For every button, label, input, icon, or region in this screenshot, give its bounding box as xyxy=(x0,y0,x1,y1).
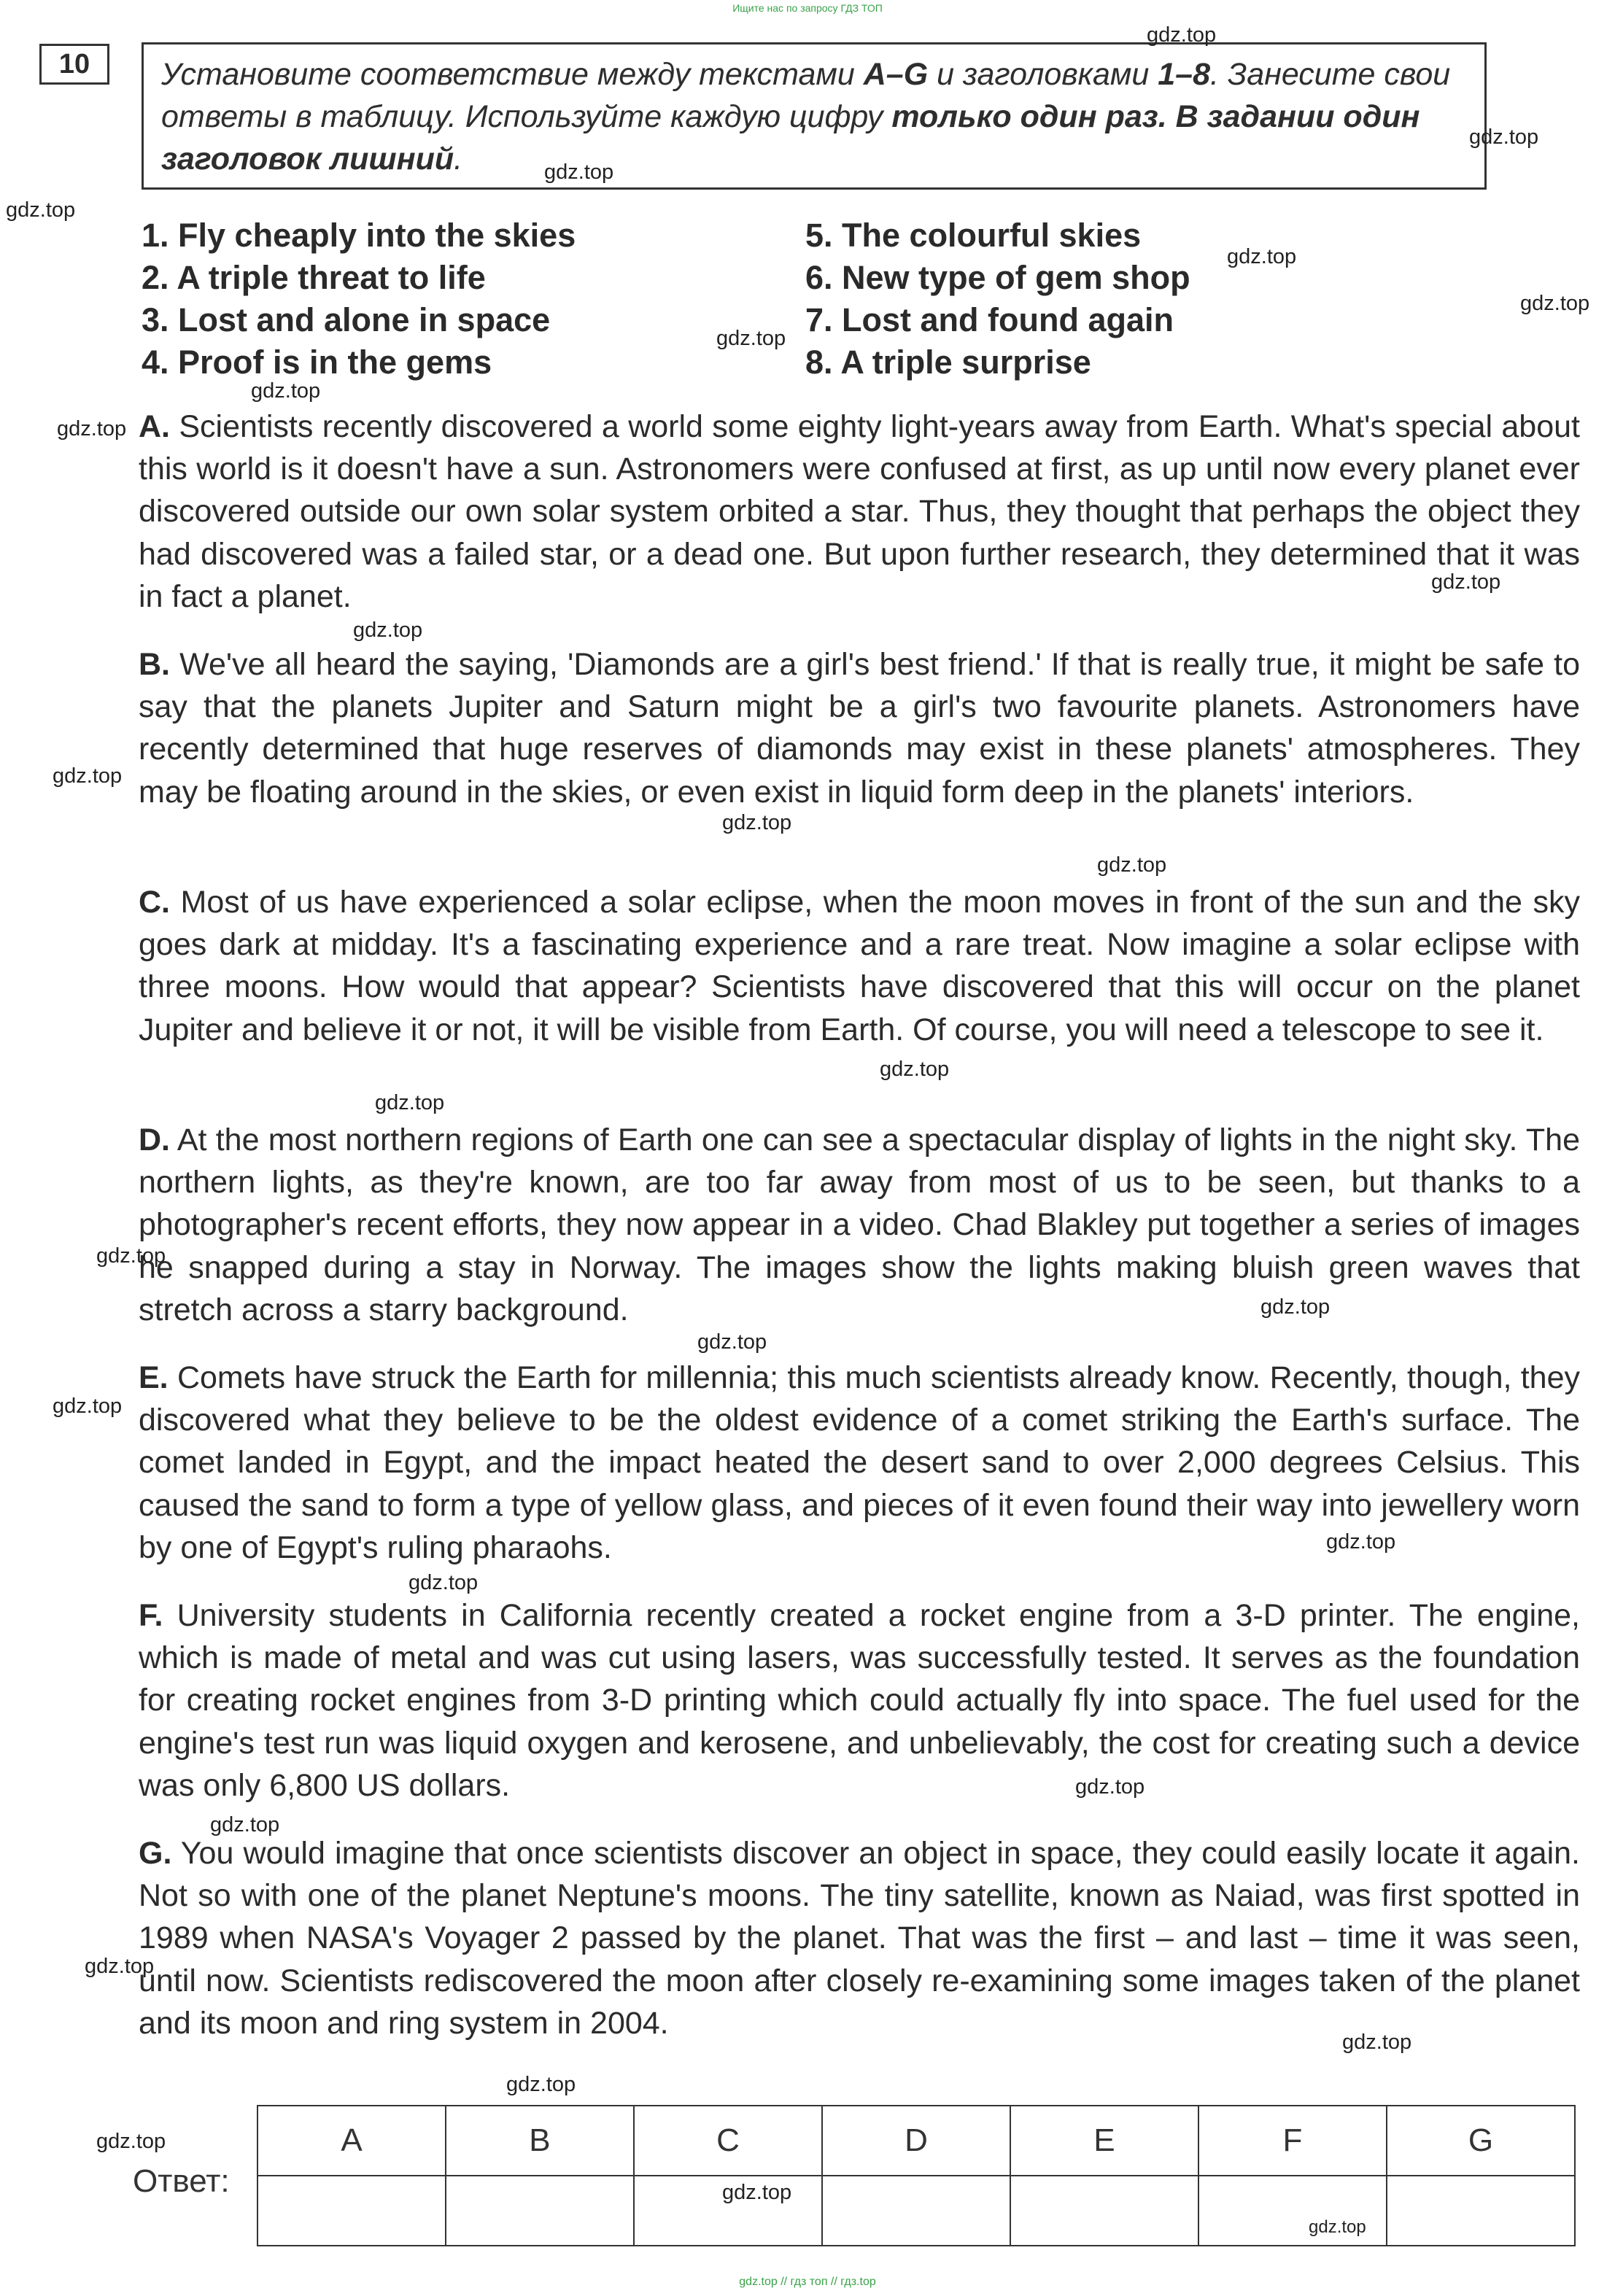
watermark: gdz.top xyxy=(1097,853,1167,877)
watermark: gdz.top xyxy=(722,2181,792,2204)
text-c xyxy=(139,881,1580,1051)
text-body: Most of us have experienced a solar eclipse, when the moon moves in front of the sun and the sky goes dark at midday. It's a fascinating experience and a rare treat. Now imagine a solar eclipse with three moons. How would that appear? Scientists have discovered that this will occur on the planet Jupiter and believe it or not, it will be visible from Earth. Of course, you will need a telescope to see it. xyxy=(139,885,1580,1047)
text-letter: C. xyxy=(139,885,170,920)
instruction-segment: только один раз. В задании один заголовок лишний xyxy=(161,99,1420,177)
watermark: gdz.top xyxy=(1309,2217,1366,2237)
watermark: gdz.top xyxy=(96,2130,166,2153)
task-instruction xyxy=(142,42,1487,190)
watermark: gdz.top xyxy=(722,811,792,834)
instruction-segment: A–G xyxy=(863,57,929,92)
watermark: gdz.top xyxy=(880,1058,950,1081)
answer-label: Ответ: xyxy=(133,2163,230,2199)
watermark: gdz.top xyxy=(1342,2031,1412,2054)
watermark: gdz.top xyxy=(1147,23,1217,47)
watermark: gdz.top xyxy=(544,160,614,184)
watermark: gdz.top xyxy=(210,1813,280,1837)
heading-item: 4. Proof is in the gems xyxy=(142,344,492,381)
watermark: gdz.top xyxy=(1469,125,1539,149)
heading-item: 6. New type of gem shop xyxy=(805,259,1190,296)
answer-column-header: D xyxy=(822,2106,1010,2176)
watermark: gdz.top xyxy=(1260,1295,1331,1319)
text-body: At the most northern regions of Earth one can see a spectacular display of lights in the night sky. The northern lights, as they're known, are too far away from most of us to be seen, but thanks to a photographer's recent efforts, they now appear in a video. Chad Blakley put together a series of images he snapped during a stay in Norway. The images show the lights making bluish green waves that stretch across a starry background. xyxy=(139,1122,1580,1327)
top-note: Ищите нас по запросу ГДЗ ТОП xyxy=(732,2,883,14)
answer-column-header: F xyxy=(1198,2106,1387,2176)
watermark: gdz.top xyxy=(716,327,786,350)
watermark: gdz.top xyxy=(1520,292,1590,315)
heading-item: 1. Fly cheaply into the skies xyxy=(142,217,576,254)
answer-column-header: C xyxy=(634,2106,822,2176)
text-g xyxy=(139,1832,1580,2044)
text-letter: A. xyxy=(139,409,170,444)
answer-cell[interactable] xyxy=(1010,2176,1198,2246)
answer-header-row xyxy=(257,2106,1575,2176)
text-body: Scientists recently discovered a world some eighty light-years away from Earth. What's special about this world is it doesn't have a sun. Astronomers were confused at first, as up until now every planet ever discovered outside our own solar system orbited a star. Thus, they thought that perhaps the object they had discovered was a failed star, or a dead one. But upon further research, they determined that it was in fact a planet. xyxy=(139,409,1580,614)
instruction-segment: и заголовками xyxy=(928,57,1158,92)
watermark: gdz.top xyxy=(697,1330,767,1354)
answer-table xyxy=(257,2105,1576,2246)
answer-column-header: B xyxy=(446,2106,634,2176)
text-body: University students in California recently created a rocket engine from a 3-D printer. The engine, which is made of metal and was cut using lasers, was successfully tested. It serves as the foundation for creating rocket engines from 3-D printing which could actually fly into space. The fuel used for the engine's test run was liquid oxygen and kerosene, and unbelievably, the cost for creating such a device was only 6,800 US dollars. xyxy=(139,1598,1580,1803)
watermark: gdz.top xyxy=(408,1571,479,1594)
watermark: gdz.top xyxy=(85,1955,155,1978)
bottom-note: gdz.top // гдз топ // гдз.top xyxy=(739,2276,876,2288)
watermark: gdz.top xyxy=(57,417,127,441)
instruction-segment: 1–8 xyxy=(1158,57,1210,92)
answer-cell[interactable] xyxy=(446,2176,634,2246)
answer-column-header: A xyxy=(257,2106,446,2176)
heading-item: 7. Lost and found again xyxy=(805,301,1174,338)
watermark: gdz.top xyxy=(251,379,321,403)
text-a xyxy=(139,406,1580,618)
answer-cell[interactable] xyxy=(1387,2176,1575,2246)
text-body: We've all heard the saying, 'Diamonds are a girl's best friend.' If that is really true, it might be safe to say that the planets Jupiter and Saturn might be a girl's two favourite planets. Astronomers have recently determined that huge reserves of diamonds may exist in these planets' atmospheres. They may be floating around in the skies, or even exist in liquid form deep in the planets' interiors. xyxy=(139,647,1580,810)
watermark: gdz.top xyxy=(506,2073,576,2096)
task-number: 10 xyxy=(39,44,109,85)
headings-left-column xyxy=(142,214,576,384)
heading-item: 3. Lost and alone in space xyxy=(142,301,551,338)
text-body: You would imagine that once scientists discover an object in space, they could easily locate it again. Not so with one of the planet Neptune's moons. The tiny satellite, known as Naiad, was first spotted in 1989 when NASA's Voyager 2 passed by the planet. That was the first – and last – time it was seen, until now. Scientists rediscovered the moon after closely re-examining some images taken of the planet and its moon and ring system in 2004. xyxy=(139,1836,1580,2041)
instruction-segment: Установите соответствие между текстами xyxy=(161,57,864,92)
watermark: gdz.top xyxy=(1227,245,1297,268)
watermark: gdz.top xyxy=(1326,1530,1396,1554)
headings-right-column xyxy=(805,214,1190,384)
watermark: gdz.top xyxy=(1075,1775,1145,1799)
text-letter: G. xyxy=(139,1836,172,1871)
watermark: gdz.top xyxy=(375,1091,445,1114)
heading-item: 5. The colourful skies xyxy=(805,217,1142,254)
text-letter: F. xyxy=(139,1598,163,1633)
watermark: gdz.top xyxy=(96,1244,166,1268)
text-letter: E. xyxy=(139,1360,169,1395)
answer-cell[interactable] xyxy=(257,2176,446,2246)
answer-input-row xyxy=(257,2176,1575,2246)
watermark: gdz.top xyxy=(353,618,423,642)
text-body: Comets have struck the Earth for millennia; this much scientists already know. Recently, though, they discovered what they believe to be the oldest evidence of a comet striking the Earth's surface. The comet landed in Egypt, and the impact heated the desert sand to over 2,000 degrees Celsius. This caused the sand to form a type of yellow glass, and pieces of it even found their way into jewellery worn by one of Egypt's ruling pharaohs. xyxy=(139,1360,1581,1565)
answer-column-header: G xyxy=(1387,2106,1575,2176)
text-letter: D. xyxy=(139,1122,170,1157)
text-f xyxy=(139,1594,1580,1807)
heading-item: 2. A triple threat to life xyxy=(142,259,486,296)
text-b xyxy=(139,643,1580,813)
text-letter: B. xyxy=(139,647,170,682)
instruction-segment: . Занесите свои ответы в таблицу. Используйте каждую цифру xyxy=(161,57,1451,134)
watermark: gdz.top xyxy=(53,764,123,788)
text-d xyxy=(139,1119,1580,1331)
answer-column-header: E xyxy=(1010,2106,1198,2176)
watermark: gdz.top xyxy=(1431,570,1501,594)
heading-item: 8. A triple surprise xyxy=(805,344,1091,381)
watermark: gdz.top xyxy=(53,1395,123,1418)
watermark: gdz.top xyxy=(6,198,76,222)
instruction-segment: . xyxy=(454,141,463,177)
answer-cell[interactable] xyxy=(822,2176,1010,2246)
